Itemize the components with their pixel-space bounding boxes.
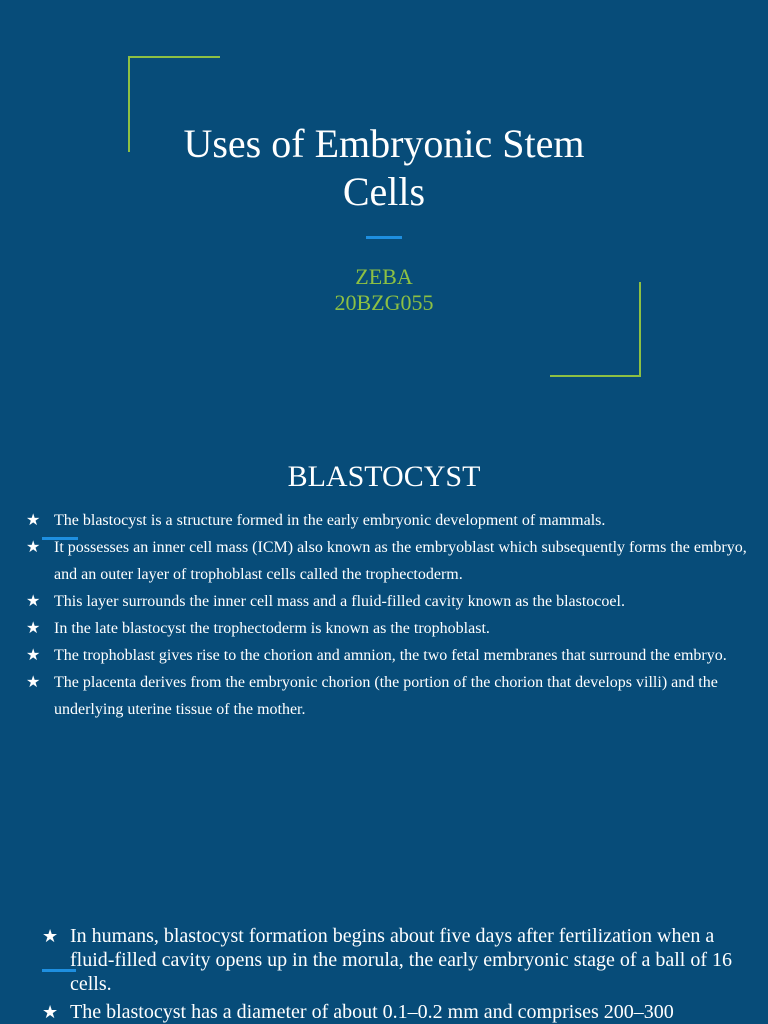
list-item <box>42 1000 742 1024</box>
list-item <box>26 615 756 642</box>
slide-title-line-1: Uses of Embryonic Stem <box>183 121 585 166</box>
title-slide <box>0 0 768 420</box>
bullet-text: The blastocyst has a diameter of about 0.1–0.2 mm and comprises 200–300 <box>70 1001 674 1023</box>
section-title: BLASTOCYST <box>287 460 481 493</box>
slide-title-line-2: Cells <box>342 169 426 214</box>
bullet-text: The blastocyst is a structure formed in the early embryonic development of mammals. <box>54 512 606 529</box>
list-item <box>26 507 756 534</box>
bullet-text: In humans, blastocyst formation begins about five days after fertilization when a fluid-filled cavity opens up in the morula, the early embryonic stage of a ball of 16 cells. <box>70 925 733 995</box>
star-icon: ★ <box>42 1002 59 1022</box>
bullet-text: The trophoblast gives rise to the chorion and amnion, the two fetal membranes that surround the embryo. <box>54 647 727 664</box>
bullet-list <box>26 507 756 723</box>
bullet-text: The placenta derives from the embryonic chorion (the portion of the chorion that develops villi) and the underlying uterine tissue of the mother. <box>54 674 718 718</box>
bullet-text: It possesses an inner cell mass (ICM) also known as the embryoblast which subsequently forms the embryo, and an outer layer of trophoblast cells called the trophectoderm. <box>54 539 747 583</box>
bullet-text: This layer surrounds the inner cell mass and a fluid-filled cavity known as the blastocoel. <box>54 593 625 610</box>
star-icon: ★ <box>26 674 41 691</box>
list-item <box>26 588 756 615</box>
star-icon: ★ <box>26 620 41 637</box>
title-underline-accent <box>366 236 402 239</box>
star-icon: ★ <box>26 647 41 664</box>
corner-frame-bottom-right <box>550 282 641 377</box>
slide-title <box>0 120 768 216</box>
star-icon: ★ <box>26 539 41 556</box>
blastocyst-details-slide <box>0 840 768 1024</box>
author-block <box>0 264 768 316</box>
bullet-text: In the late blastocyst the trophectoderm is known as the trophoblast. <box>54 620 490 637</box>
list-item <box>26 534 756 588</box>
author-id: 20BZG055 <box>334 290 434 315</box>
bullet-list <box>42 924 742 1024</box>
list-item <box>26 642 756 669</box>
list-item <box>42 924 742 996</box>
author-name: ZEBA <box>355 264 413 289</box>
star-icon: ★ <box>42 926 59 946</box>
list-item <box>26 669 756 723</box>
blastocyst-slide <box>0 420 768 840</box>
star-icon: ★ <box>26 593 41 610</box>
star-icon: ★ <box>26 512 41 529</box>
